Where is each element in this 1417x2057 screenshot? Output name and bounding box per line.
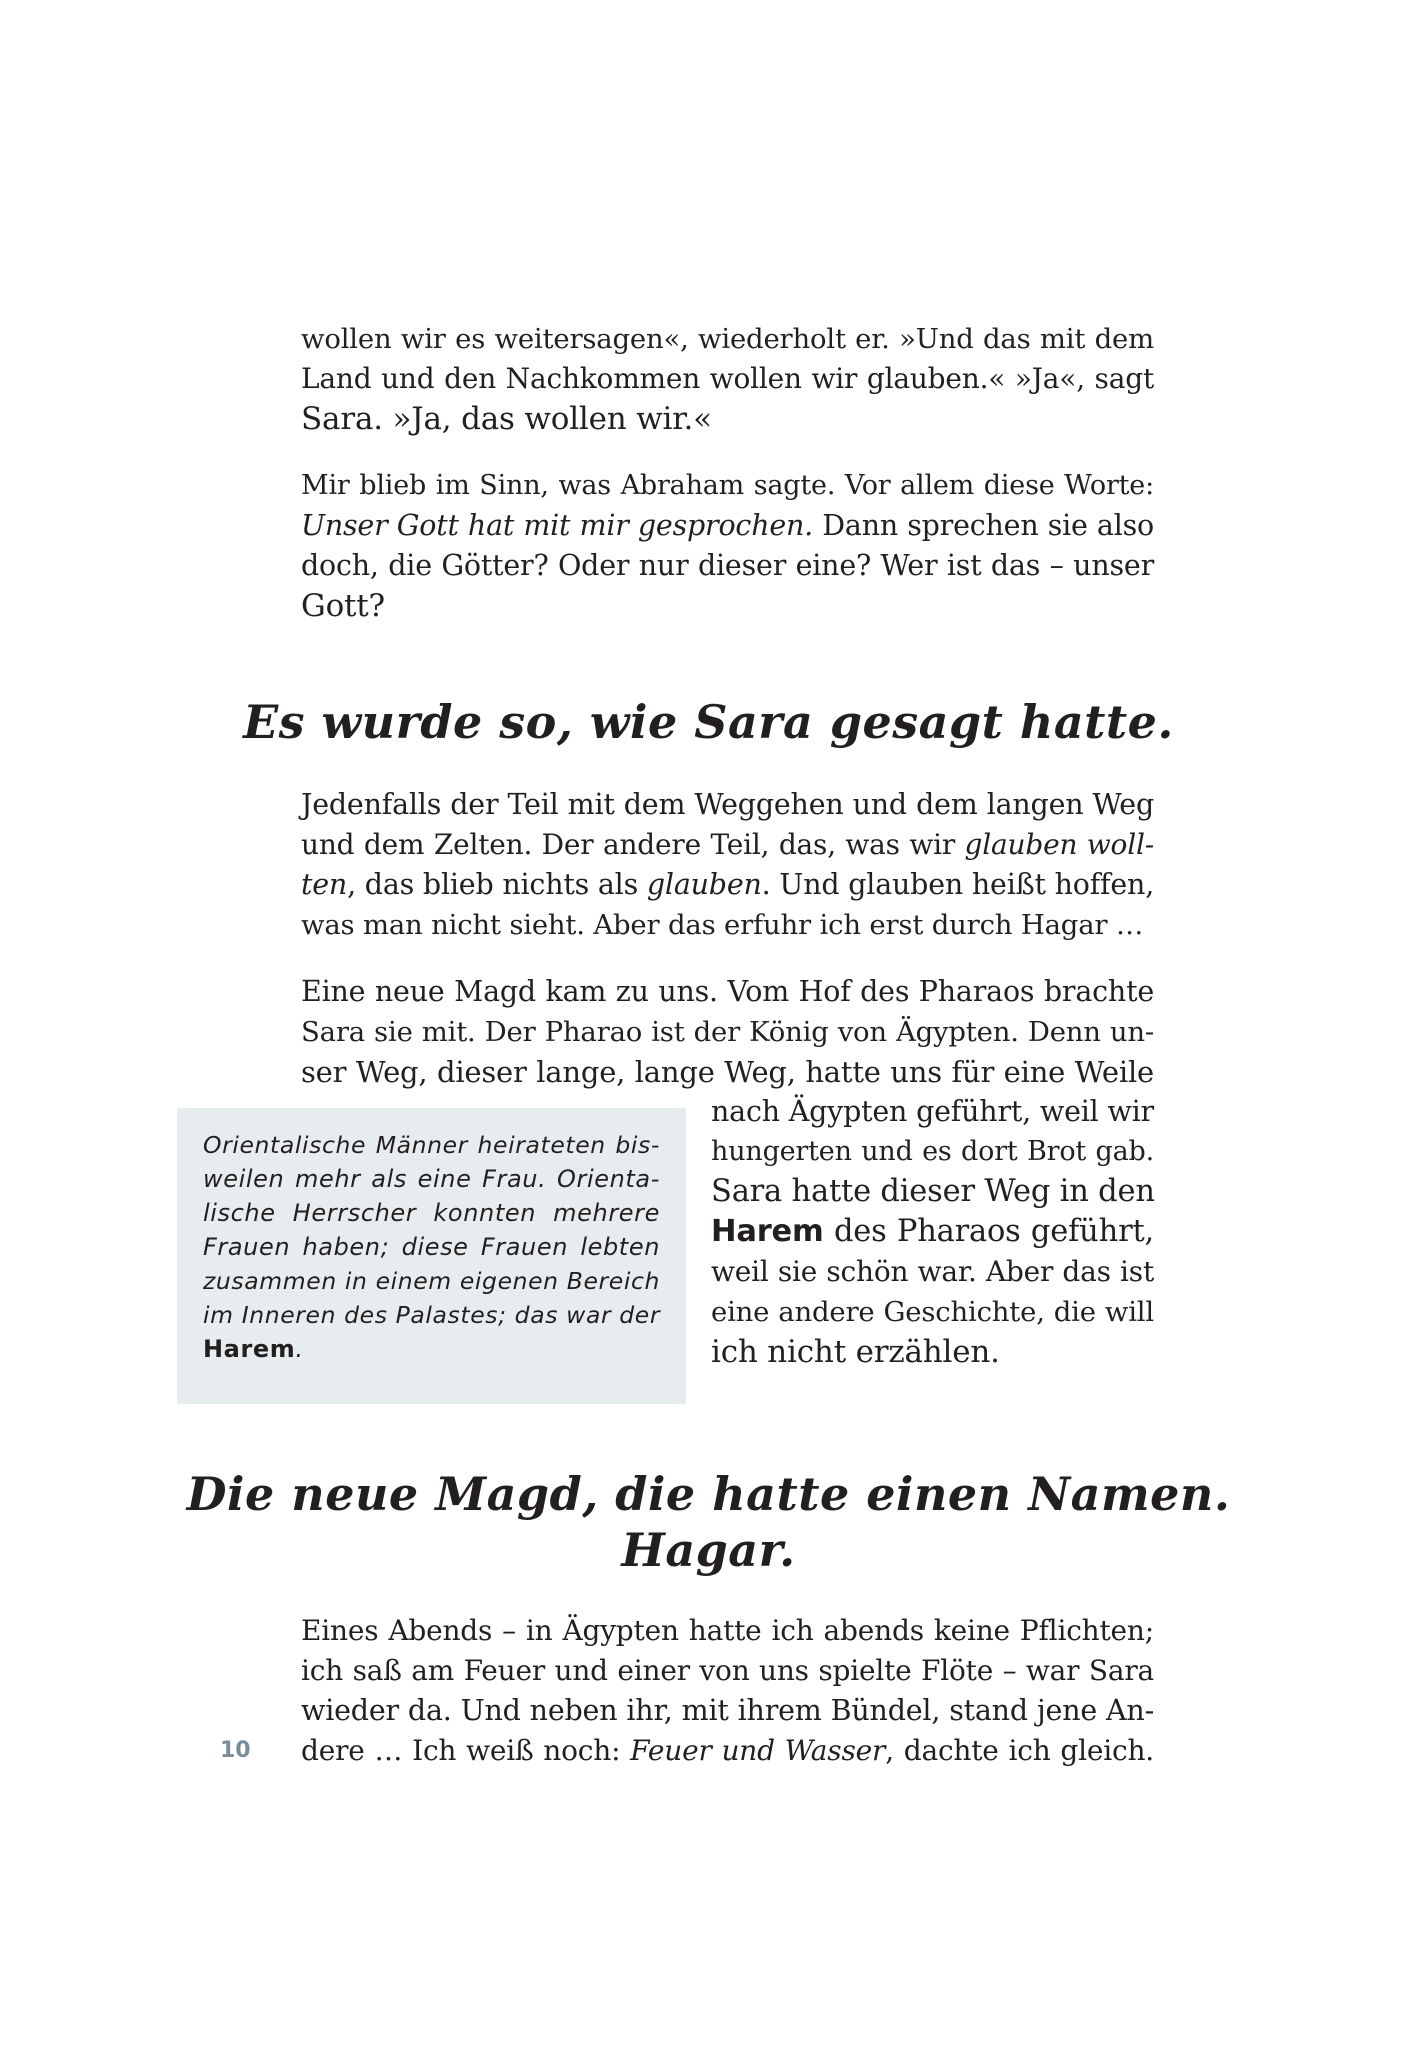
paragraph-4-line-3: ser Weg, dieser lange, lange Weg, hatte uns für eine Weile	[301, 1055, 1154, 1089]
paragraph-3-line-3: ten, das blieb nichts als glauben. Und glauben heißt hoffen,	[301, 868, 1155, 901]
paragraph-4-line-8: weil sie schön war. Aber das ist	[711, 1255, 1154, 1288]
paragraph-1-line-1: wollen wir es weitersagen«, wiederholt er. »Und das mit dem	[301, 323, 1154, 355]
paragraph-2-line-4: Gott?	[301, 588, 385, 624]
paragraph-5-line-4: dere … Ich weiß noch: Feuer und Wasser, dachte ich gleich.	[301, 1734, 1155, 1767]
note-line-6: im Inneren des Palastes; das war der	[203, 1301, 661, 1329]
paragraph-4-line-6: Sara hatte dieser Weg in den	[711, 1174, 1155, 1209]
note-line-5: zusammen in einem eigenen Bereich	[203, 1267, 660, 1295]
section-heading-2-line-2: Hagar.	[621, 1523, 796, 1577]
paragraph-4-line-10: ich nicht erzählen.	[711, 1334, 1000, 1370]
paragraph-4-line-4: nach Ägypten geführt, weil wir	[711, 1095, 1154, 1128]
italic-quote: Unser Gott hat mit mir gesprochen.	[301, 509, 814, 542]
paragraph-1-line-3: Sara. »Ja, das wollen wir.«	[301, 401, 712, 437]
paragraph-1-line-2: Land und den Nachkommen wollen wir glauben.« »Ja«, sagt	[301, 362, 1154, 395]
paragraph-2-line-1: Mir blieb im Sinn, was Abraham sagte. Vor allem diese Worte:	[301, 470, 1154, 501]
paragraph-4-line-7: Harem des Pharaos geführt,	[711, 1214, 1154, 1249]
paragraph-2-line-3: doch, die Götter? Oder nur dieser eine? Wer ist das – unser	[301, 549, 1154, 582]
page-number: 10	[220, 1738, 251, 1763]
paragraph-5-line-2: ich saß am Feuer und einer von uns spielte Flöte – war Sara	[301, 1654, 1154, 1687]
harem-term: Harem	[711, 1214, 824, 1249]
paragraph-3-line-1: Jedenfalls der Teil mit dem Weggehen und dem langen Weg	[301, 788, 1154, 821]
section-heading-2-line-1: Die neue Magd, die hatte einen Namen.	[186, 1467, 1231, 1521]
note-line-4: Frauen haben; diese Frauen lebten	[203, 1233, 660, 1261]
paragraph-2-line-2: Unser Gott hat mit mir gesprochen. Dann sprechen sie also	[301, 509, 1154, 542]
note-line-7: Harem.	[203, 1335, 304, 1363]
paragraph-4-line-5: hungerten und es dort Brot gab.	[711, 1136, 1154, 1167]
paragraph-3-line-2: und dem Zelten. Der andere Teil, das, was wir glauben woll-	[301, 828, 1154, 861]
harem-term-note: Harem	[203, 1335, 296, 1363]
paragraph-5-line-3: wieder da. Und neben ihr, mit ihrem Bündel, stand jene An-	[301, 1694, 1154, 1727]
paragraph-3-line-4: was man nicht sieht. Aber das erfuhr ich erst durch Hagar …	[301, 909, 1144, 941]
glossary-note-box	[177, 1108, 686, 1404]
paragraph-4-line-2: Sara sie mit. Der Pharao ist der König von Ägypten. Denn un-	[301, 1016, 1154, 1048]
paragraph-5-line-1: Eines Abends – in Ägypten hatte ich abends keine Pflichten;	[301, 1614, 1154, 1647]
note-line-1: Orientalische Männer heirateten bis-	[203, 1131, 660, 1159]
note-line-3: lische Herrscher konnten mehrere	[203, 1199, 660, 1227]
section-heading-1: Es wurde so, wie Sara gesagt hatte.	[243, 695, 1174, 749]
paragraph-4-line-9: eine andere Geschichte, die will	[711, 1296, 1154, 1328]
paragraph-4-line-1: Eine neue Magd kam zu uns. Vom Hof des Pharaos brachte	[301, 975, 1154, 1008]
note-line-2: weilen mehr als eine Frau. Orienta-	[203, 1165, 660, 1193]
